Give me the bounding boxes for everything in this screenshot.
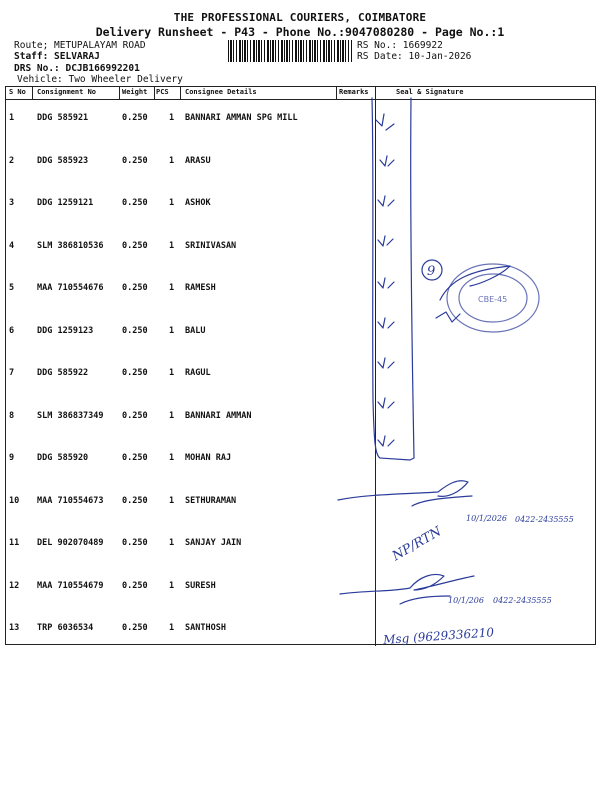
table-row (6, 397, 595, 437)
cell-consignment: DDG 1259123 (37, 325, 94, 336)
barcode-image (228, 40, 352, 62)
cell-sno: 8 (9, 410, 15, 421)
cell-consignee: SURESH (185, 580, 216, 591)
col-consignment: Consignment No (37, 88, 97, 96)
cell-weight: 0.250 (122, 240, 148, 251)
cell-pcs: 1 (169, 580, 175, 591)
cell-sno: 13 (9, 623, 20, 633)
cell-sno: 11 (9, 538, 20, 548)
cell-consignment: DEL 902070489 (37, 538, 104, 548)
cell-sno: 6 (9, 325, 15, 336)
cell-weight: 0.250 (122, 113, 148, 123)
cell-weight: 0.250 (122, 155, 148, 166)
cell-consignee: SANJAY JAIN (185, 538, 242, 548)
cell-weight: 0.250 (122, 325, 148, 336)
table-row (6, 269, 595, 309)
cell-weight: 0.250 (122, 623, 148, 633)
cell-consignee: BANNARI AMMAN (185, 410, 252, 421)
cell-sno: 5 (9, 283, 15, 293)
cell-pcs: 1 (169, 453, 175, 463)
cell-consignee: BALU (185, 325, 206, 336)
cell-consignment: MAA 710554673 (37, 495, 104, 506)
cell-sno: 1 (9, 113, 15, 123)
cell-pcs: 1 (169, 368, 175, 378)
table-row (6, 609, 595, 649)
note-np-rtn: NP/RTN (389, 524, 445, 565)
table-row (6, 184, 595, 224)
cell-sno: 3 (9, 198, 15, 208)
cell-consignment: SLM 386810536 (37, 240, 104, 251)
col-seal-signature: Seal & Signature (396, 88, 464, 96)
drs-number: DRS No.: DCJB166992201 (14, 63, 140, 74)
cell-pcs: 1 (169, 283, 175, 293)
cell-weight: 0.250 (122, 580, 148, 591)
col-pcs: PCS (156, 88, 169, 96)
rs-date: RS Date: 10-Jan-2026 (357, 51, 472, 62)
cell-pcs: 1 (169, 623, 175, 633)
table-row (6, 354, 595, 394)
cell-consignment: MAA 710554676 (37, 283, 104, 293)
cell-consignee: SANTHOSH (185, 623, 226, 633)
cell-consignee: ASHOK (185, 198, 211, 208)
staff-label: Staff: SELVARAJ (14, 51, 100, 62)
cell-consignment: DDG 585920 (37, 453, 89, 463)
cell-consignee: MOHAN RAJ (185, 453, 232, 463)
cell-consignee: BANNARI AMMAN SPG MILL (185, 113, 298, 123)
cell-consignee: ARASU (185, 155, 211, 166)
stamp-text: CBE-45 (478, 295, 508, 304)
cell-consignee: SETHURAMAN (185, 495, 237, 506)
cell-consignment: DDG 585922 (37, 368, 89, 378)
table-row (6, 567, 595, 607)
table-row (6, 99, 595, 139)
table-row (6, 142, 595, 182)
cell-consignee: RAMESH (185, 283, 216, 293)
runsheet-title: Delivery Runsheet - P43 - Phone No.:9047080280 - Page No.:1 (95, 25, 505, 39)
cell-pcs: 1 (169, 113, 175, 123)
cell-consignment: MAA 710554679 (37, 580, 104, 591)
note-msg: Msg (9629336210 (382, 625, 495, 647)
route-label: Route; METUPALAYAM ROAD (14, 40, 146, 51)
cell-sno: 7 (9, 368, 15, 378)
cell-sno: 2 (9, 155, 15, 166)
cell-pcs: 1 (169, 410, 175, 421)
cell-weight: 0.250 (122, 495, 148, 506)
runsheet-table (5, 86, 596, 645)
cell-pcs: 1 (169, 495, 175, 506)
date-1: 10/1/2026 (466, 514, 508, 523)
cell-pcs: 1 (169, 155, 175, 166)
cell-consignee: RAGUL (185, 368, 211, 378)
cell-weight: 0.250 (122, 283, 148, 293)
cell-pcs: 1 (169, 538, 175, 548)
cell-pcs: 1 (169, 240, 175, 251)
col-sno: S No (9, 88, 26, 96)
cell-weight: 0.250 (122, 453, 148, 463)
cell-sno: 4 (9, 240, 15, 251)
cell-sno: 9 (9, 453, 15, 463)
cell-sno: 12 (9, 580, 20, 591)
cell-weight: 0.250 (122, 368, 148, 378)
cell-pcs: 1 (169, 325, 175, 336)
rs-number: RS No.: 1669922 (357, 40, 443, 51)
table-row (6, 312, 595, 352)
vehicle-label: Vehicle: Two Wheeler Delivery (17, 74, 183, 85)
cell-consignment: DDG 585921 (37, 113, 89, 123)
phone-1: 0422-2435555 (515, 515, 574, 524)
col-weight: Weight (122, 88, 148, 96)
table-row (6, 439, 595, 479)
col-consignee: Consignee Details (185, 88, 257, 96)
date-2: 10/1/206 (448, 596, 484, 605)
cell-consignment: DDG 1259121 (37, 198, 94, 208)
cell-sno: 10 (9, 495, 20, 506)
cell-weight: 0.250 (122, 198, 148, 208)
cell-consignment: DDG 585923 (37, 155, 89, 166)
cell-consignee: SRINIVASAN (185, 240, 237, 251)
cell-weight: 0.250 (122, 410, 148, 421)
cell-pcs: 1 (169, 198, 175, 208)
phone-2: 0422-2435555 (493, 596, 552, 605)
cell-consignment: SLM 386837349 (37, 410, 104, 421)
company-title: THE PROFESSIONAL COURIERS, COIMBATORE (173, 11, 427, 24)
table-row (6, 227, 595, 267)
cell-weight: 0.250 (122, 538, 148, 548)
table-row (6, 482, 595, 522)
table-row (6, 524, 595, 564)
count-text: 9 (427, 264, 436, 279)
col-remarks: Remarks (339, 88, 369, 96)
cell-consignment: TRP 6036534 (37, 623, 94, 633)
